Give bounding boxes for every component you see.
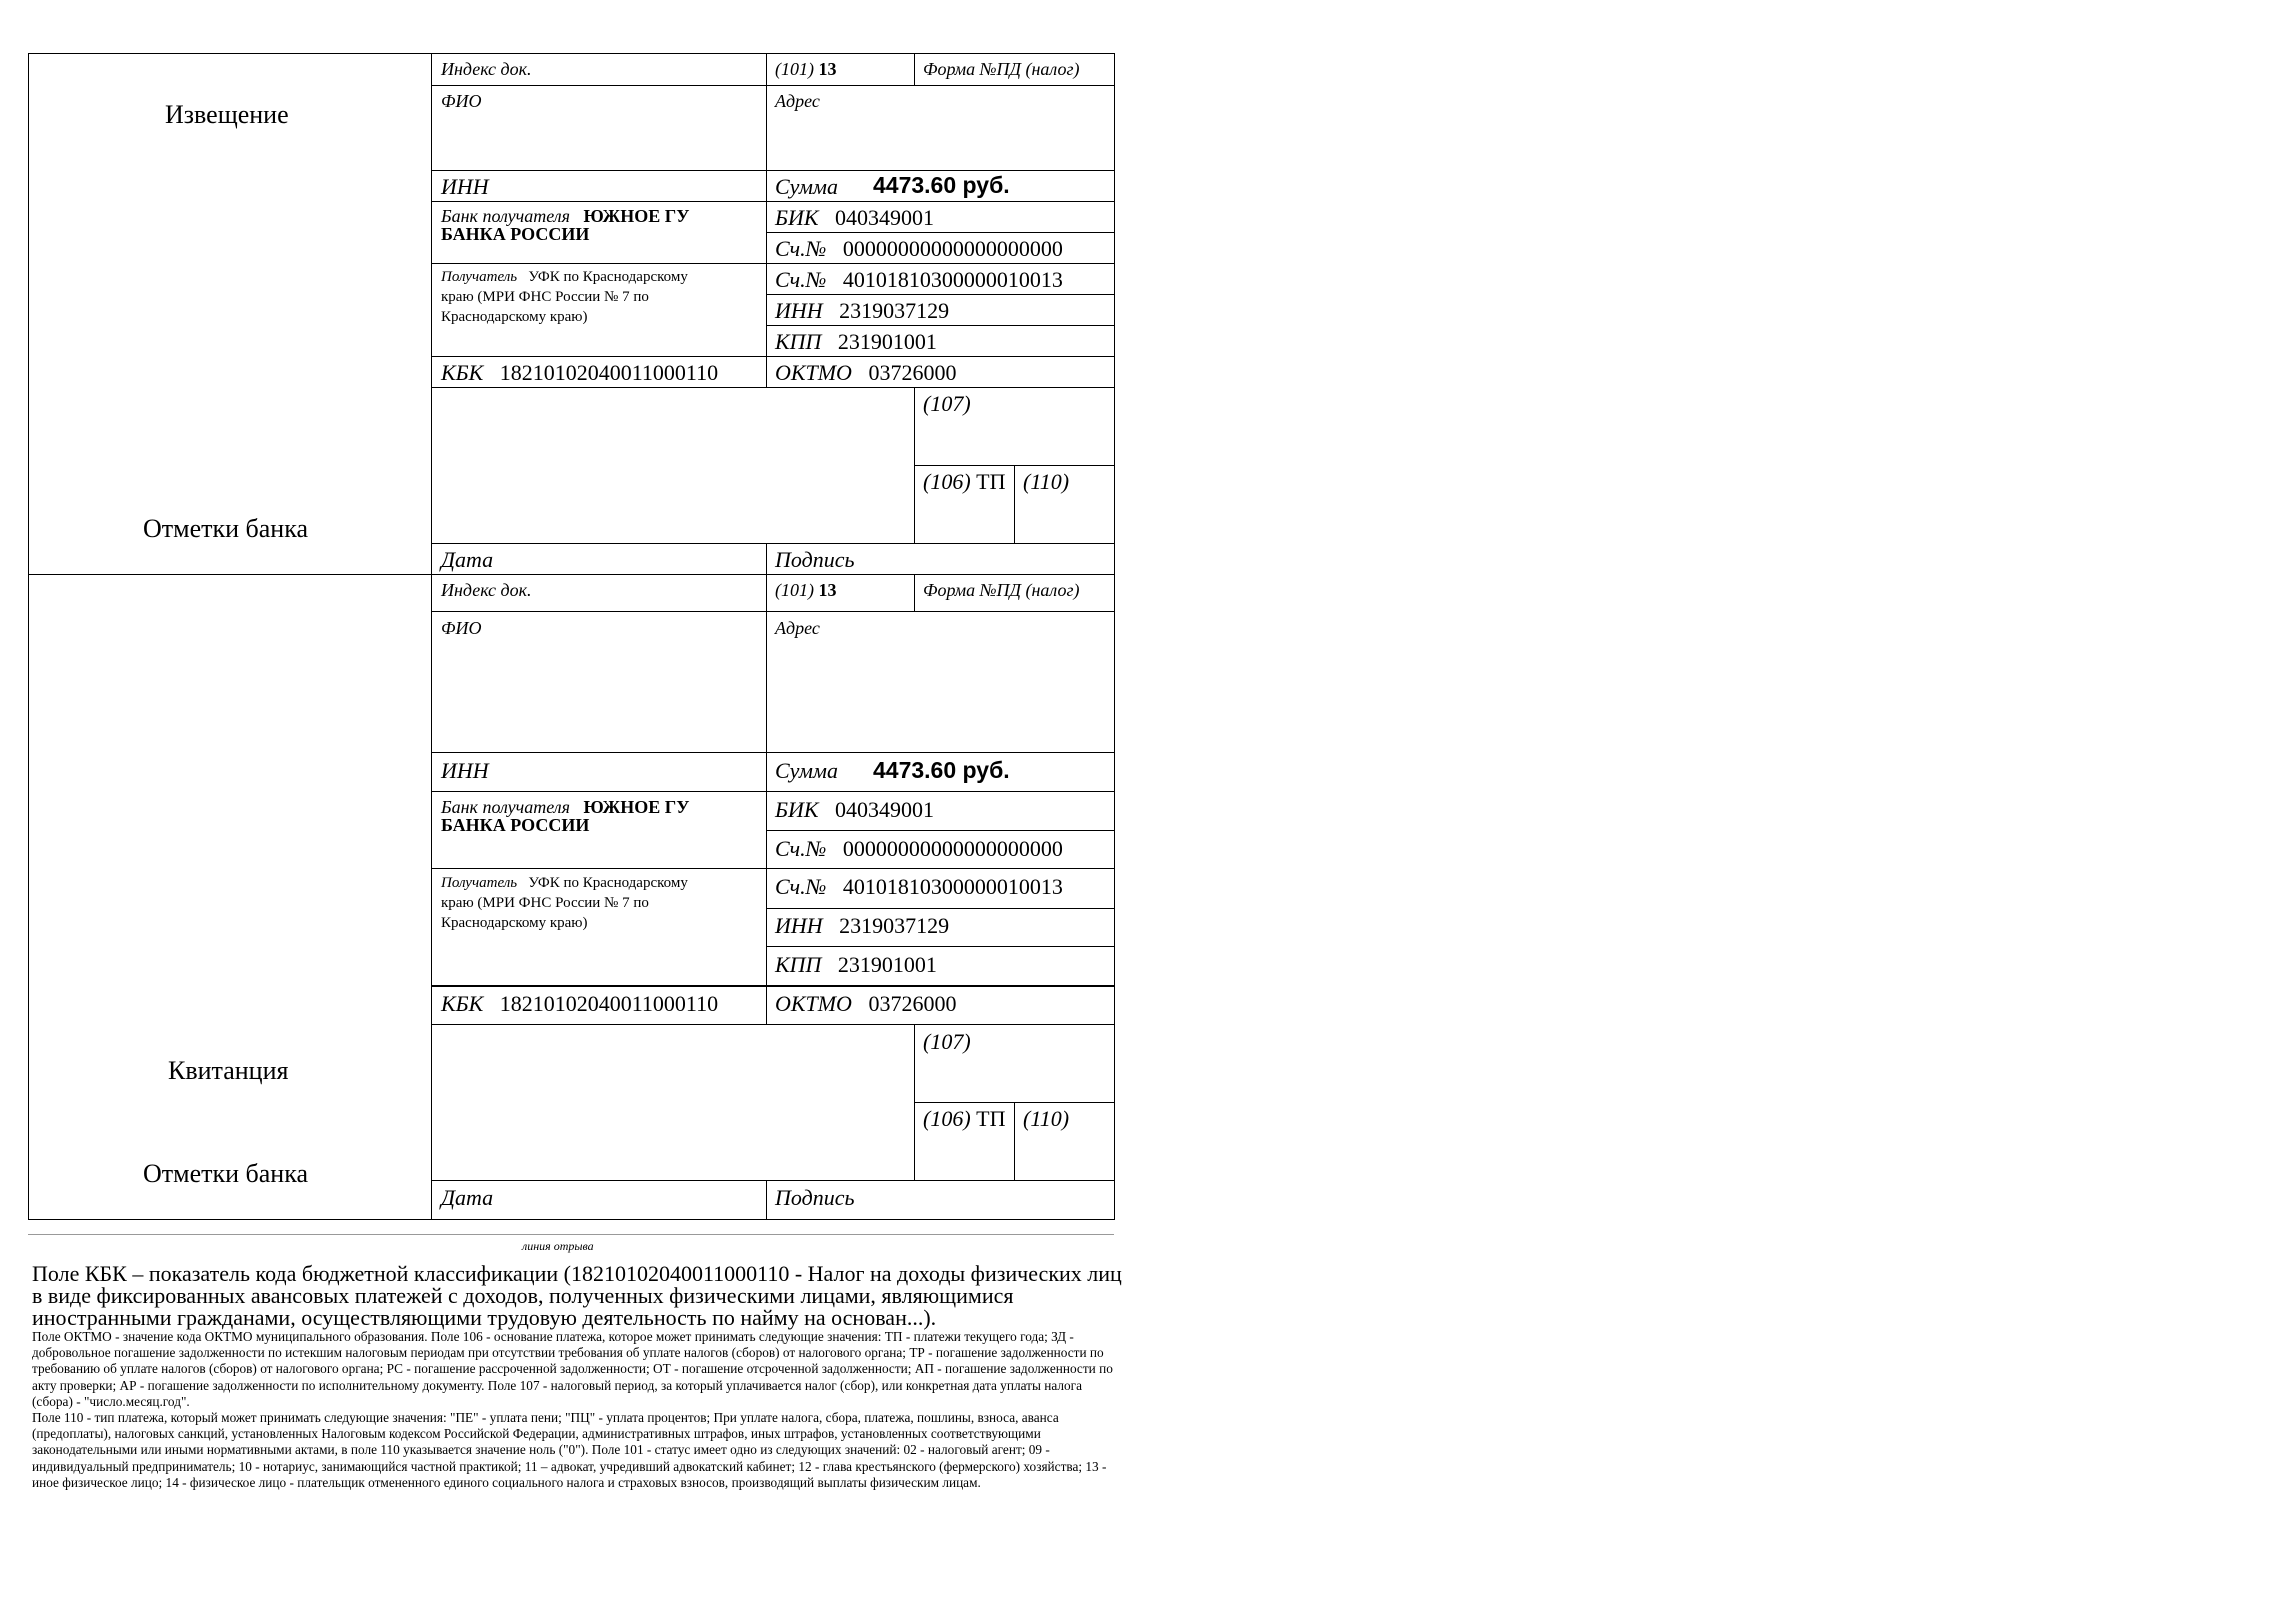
- receipt-fio-label: ФИО: [441, 618, 482, 638]
- notice-sum-label: Сумма: [775, 174, 838, 199]
- notice-kbk: КБК 18210102040011000110: [441, 360, 719, 385]
- receipt-sum-label: Сумма: [775, 758, 838, 783]
- notice-recipient-inn: ИНН 2319037129: [775, 298, 950, 323]
- notice-bank-marks: Отметки банка: [143, 514, 309, 543]
- notice-oktmo: ОКТМО 03726000: [775, 360, 957, 385]
- fields-note-1: Поле ОКТМО - значение кода ОКТМО муниципального образования. Поле 106 - основание платежа, которое может принимать следующие значения: ТП - платежи текущего года; ЗД - добровольное погашение задолженности по истекшим налоговым периодам при отсутствии требования об уплате налогов (сборов) от налогового органа; ТР - погашение задолженности по требованию об уплате налогов (сборов) от налогового органа; РС - погашение рассроченной задолженности; ОТ - погашение отсроченной задолженности; АП - погашение задолженности по акту проверки; АР - погашение задолженности по исполнительному документу. Поле 107 - налоговый период, за который уплачивается налог (сбор), или конкретная дата уплаты налога (сбора) - "число.месяц.год".: [32, 1329, 1113, 1409]
- receipt-sign-label: Подпись: [775, 1185, 855, 1210]
- receipt-bik: БИК 040349001: [775, 797, 934, 822]
- receipt-sum-value: 4473.60 руб.: [873, 757, 1010, 783]
- notice-date-label: Дата: [441, 547, 494, 572]
- notice-sum-value: 4473.60 руб.: [873, 172, 1010, 198]
- notice-field107: (107): [923, 391, 971, 416]
- cut-line-rule: [28, 1234, 1114, 1235]
- receipt-index-label: Индекс док.: [441, 580, 532, 600]
- receipt-recipient-inn: ИНН 2319037129: [775, 913, 950, 938]
- notice-bik: БИК 040349001: [775, 205, 934, 230]
- receipt-bank-name-2: БАНКА РОССИИ: [441, 815, 590, 835]
- receipt-title: Квитанция: [168, 1056, 289, 1085]
- notice-title: Извещение: [165, 100, 289, 129]
- notice-sign-label: Подпись: [775, 547, 855, 572]
- kbk-note: Поле КБК – показатель кода бюджетной классификации (18210102040011000110 - Налог на доходы физических лиц в виде фиксированных авансовых платежей с доходов, полученных физическими лицами, являющимися иностранными гражданами, осуществляющими трудовую деятельность по найму на основан...).: [32, 1261, 1122, 1330]
- receipt-field107: (107): [923, 1029, 971, 1054]
- notice-recipient: Получатель УФК по Краснодарскому: [441, 269, 688, 285]
- receipt-recipient-2: краю (МРИ ФНС России № 7 по: [441, 895, 649, 911]
- receipt-kpp: КПП 231901001: [775, 952, 937, 977]
- notice-recipient-2: краю (МРИ ФНС России № 7 по: [441, 289, 649, 305]
- notice-fio-label: ФИО: [441, 91, 482, 111]
- receipt-account: Сч.№ 40101810300000010013: [775, 874, 1063, 899]
- receipt-form-label: Форма №ПД (налог): [923, 580, 1080, 600]
- receipt-kbk: КБК 18210102040011000110: [441, 991, 719, 1016]
- notice-inn-label: ИНН: [441, 174, 489, 199]
- receipt-field106: (106) ТП: [923, 1106, 1006, 1131]
- notice-field101: (101) 13: [775, 59, 837, 79]
- receipt-bank: Банк получателя ЮЖНОЕ ГУ: [441, 797, 690, 817]
- receipt-field101: (101) 13: [775, 580, 837, 600]
- notice-bank: Банк получателя ЮЖНОЕ ГУ: [441, 206, 690, 226]
- receipt-date-label: Дата: [441, 1185, 494, 1210]
- cut-line-label: линия отрыва: [522, 1239, 594, 1253]
- notice-form-label: Форма №ПД (налог): [923, 59, 1080, 79]
- receipt-inn-label: ИНН: [441, 758, 489, 783]
- notice-field106: (106) ТП: [923, 469, 1006, 494]
- receipt-bank-marks: Отметки банка: [143, 1159, 309, 1188]
- receipt-corr-account: Сч.№ 00000000000000000000: [775, 836, 1063, 861]
- receipt-oktmo: ОКТМО 03726000: [775, 991, 957, 1016]
- receipt-field110: (110): [1023, 1106, 1070, 1131]
- notice-field110: (110): [1023, 469, 1070, 494]
- fields-note-2: Поле 110 - тип платежа, который может принимать следующие значения: "ПЕ" - уплата пени; "ПЦ" - уплата процентов; При уплате налога, сбора, платежа, пошлины, взноса, аванса (предоплаты), налоговых санкций, установленных Налоговым кодексом Российской Федерации, административных штрафов, иных штрафов, установленных соответствующими законодательными или иными нормативными актами, в поле 110 указывается значение ноль ("0"). Поле 101 - статус имеет одно из следующих значений: 02 - налоговый агент; 09 - индивидуальный предприниматель; 10 - нотариус, занимающийся частной практикой; 11 – адвокат, учредивший адвокатский кабинет; 12 - глава крестьянского (фермерского) хозяйства; 13 - иное физическое лицо; 14 - физическое лицо - плательщик отмененного единого социального налога и страховых взносов, производящий выплаты физическим лицам.: [32, 1410, 1107, 1490]
- receipt-address-label: Адрес: [775, 618, 820, 638]
- notice-kpp: КПП 231901001: [775, 329, 937, 354]
- notice-bank-name-2: БАНКА РОССИИ: [441, 224, 590, 244]
- notice-recipient-3: Краснодарскому краю): [441, 309, 588, 325]
- notice-account: Сч.№ 40101810300000010013: [775, 267, 1063, 292]
- notice-index-label: Индекс док.: [441, 59, 532, 79]
- fields-notes: [32, 1329, 1122, 1491]
- notice-address-label: Адрес: [775, 91, 820, 111]
- receipt-recipient-3: Краснодарскому краю): [441, 915, 588, 931]
- receipt-recipient: Получатель УФК по Краснодарскому: [441, 875, 688, 891]
- notice-corr-account: Сч.№ 00000000000000000000: [775, 236, 1063, 261]
